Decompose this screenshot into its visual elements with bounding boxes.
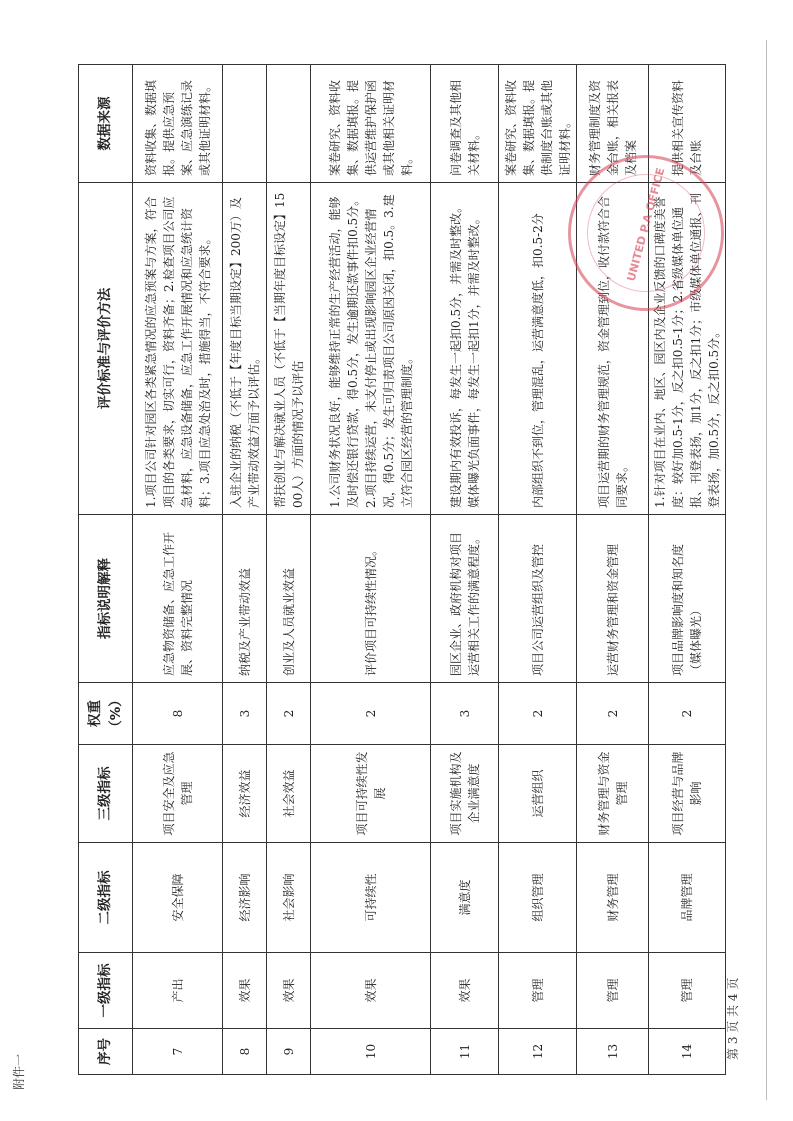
- cell-method: 项目运营期的财务管理规范，资金管理到位，收付款符合合同要求。: [577, 183, 649, 515]
- cell-level1: 管理: [499, 953, 577, 1029]
- cell-seq: 11: [431, 1029, 499, 1075]
- cell-source: 问卷调查及其他相关材料。: [431, 65, 499, 183]
- cell-method: 入驻企业的纳税（不低于【年度目标当期设定】200万）及产业带动效益方面予以评估。: [223, 183, 267, 515]
- cell-source: [267, 65, 311, 183]
- cell-description: 项目公司运营组织及管控: [499, 515, 577, 683]
- cell-level1: 效果: [223, 953, 267, 1029]
- page-number: 第 3 页 共 4 页: [726, 977, 740, 1060]
- stamp-text: UNITED P.A OFFICE: [624, 166, 668, 283]
- cell-level3: 社会效益: [267, 745, 311, 843]
- header-level2: 二级指标: [79, 843, 133, 953]
- cell-description: 运营财务管理和资金管理: [577, 515, 649, 683]
- cell-description: 项目品牌影响度和知名度（媒体曝光）: [649, 515, 726, 683]
- cell-level2: 安全保障: [133, 843, 223, 953]
- cell-level3: 项目实施机构及企业满意度: [431, 745, 499, 843]
- cell-description: 园区企业、政府机构对项目运营相关工作的满意程度。: [431, 515, 499, 683]
- cell-level3: 项目可持续性发展: [311, 745, 431, 843]
- cell-level1: 管理: [649, 953, 726, 1029]
- cell-seq: 14: [649, 1029, 726, 1075]
- cell-source: 财务管理制度及资金台账，相关报表及档案: [577, 65, 649, 183]
- cell-level1: 效果: [431, 953, 499, 1029]
- cell-level3: 经济效益: [223, 745, 267, 843]
- cell-level3: 运营组织: [499, 745, 577, 843]
- cell-source: 提供相关宣传资料及台账: [649, 65, 726, 183]
- header-description: 指标说明解释: [79, 515, 133, 683]
- header-weight: 权重（%）: [79, 683, 133, 745]
- cell-level1: 管理: [577, 953, 649, 1029]
- table-row: [133, 65, 223, 1075]
- cell-level2: 品牌管理: [649, 843, 726, 953]
- cell-description: 评价项目可持续性情况。: [311, 515, 431, 683]
- cell-level3: 项目安全及应急管理: [133, 745, 223, 843]
- cell-seq: 8: [223, 1029, 267, 1075]
- cell-weight: 2: [649, 683, 726, 745]
- cell-method: 1.项目公司针对园区各类紧急情况的应急预案与方案，符合项目的各类要求，切实可行，资料齐备；2.检查项目公司应急材料，应急设备储备，应急工作开展情况和应急统计资料；3.项目应急处治及时，措施得当，不符合要求。: [133, 183, 223, 515]
- header-row: [79, 65, 133, 1075]
- cell-method: 帮扶创业与解决就业人员（不低于【当期年度目标设定】1500人）方面的情况予以评估: [267, 183, 311, 515]
- cell-source: 案卷研究、资料收集、数据填报。提供制度台账或其他证明材料。: [499, 65, 577, 183]
- cell-weight: 3: [223, 683, 267, 745]
- table-row: [649, 65, 726, 1075]
- cell-source: 案卷研究、资料收集、数据填报。提供运营维护保护函或其他相关证明材料。: [311, 65, 431, 183]
- cell-method: 建设期内有效投诉，每发生一起扣0.5分，并需及时整改。媒体曝光负面事件，每发生一起扣1分，并需及时整改。: [431, 183, 499, 515]
- cell-level2: 可持续性: [311, 843, 431, 953]
- cell-level2: 组织管理: [499, 843, 577, 953]
- cell-weight: 2: [311, 683, 431, 745]
- header-source: 数据来源: [79, 65, 133, 183]
- cell-weight: 2: [499, 683, 577, 745]
- table-row: [311, 65, 431, 1075]
- cell-level1: 效果: [267, 953, 311, 1029]
- cell-level1: 效果: [311, 953, 431, 1029]
- cell-description: 纳税及产业带动效益: [223, 515, 267, 683]
- cell-level2: 社会影响: [267, 843, 311, 953]
- cell-seq: 12: [499, 1029, 577, 1075]
- cell-level3: 项目经营与品牌影响: [649, 745, 726, 843]
- cell-method: 1.针对项目在业内、地区、园区内及企业反馈的口碑度美誉度：较好加0.5-1分，反之扣0.5-1分；2.省级媒体单位通报、刊登表扬，加1分，反之扣1分；市级媒体单位通报、刊登表扬，加0.5分，反之扣0.5分。: [649, 183, 726, 515]
- annex-label: 附件一: [12, 1053, 26, 1090]
- table-row: [223, 65, 267, 1075]
- cell-seq: 9: [267, 1029, 311, 1075]
- header-level3: 三级指标: [79, 745, 133, 843]
- header-seq: 序号: [79, 1029, 133, 1075]
- cell-weight: 8: [133, 683, 223, 745]
- cell-weight: 2: [577, 683, 649, 745]
- cell-seq: 13: [577, 1029, 649, 1075]
- cell-description: 应急物资储备、应急工作开展、资料完整情况: [133, 515, 223, 683]
- cell-level2: 财务管理: [577, 843, 649, 953]
- table-row: [499, 65, 577, 1075]
- cell-method: 内部组织不到位，管理混乱，运营满意度低，扣0.5-2分: [499, 183, 577, 515]
- rotated-page: [78, 65, 721, 1075]
- evaluation-table: [78, 64, 726, 1075]
- cell-source: 资料收集、数据填报。提供应急预案、应急演练记录或其他证明材料。: [133, 65, 223, 183]
- table-row: [577, 65, 649, 1075]
- cell-level2: 满意度: [431, 843, 499, 953]
- cell-level2: 经济影响: [223, 843, 267, 953]
- cell-description: 创业及人员就业效益: [267, 515, 311, 683]
- cell-source: [223, 65, 267, 183]
- header-level1: 一级指标: [79, 953, 133, 1029]
- table-row: [267, 65, 311, 1075]
- table-row: [431, 65, 499, 1075]
- cell-level3: 财务管理与资金管理: [577, 745, 649, 843]
- cell-weight: 2: [267, 683, 311, 745]
- cell-seq: 7: [133, 1029, 223, 1075]
- cell-seq: 10: [311, 1029, 431, 1075]
- margin-line: [766, 40, 767, 1100]
- cell-method: 1.公司财务状况良好，能够维持正常的生产经营活动，能够及时偿还银行贷款，得0.5分，发生逾期还款事件扣0.5分。2.项目持续运营，未支付停止或出现影响园区企业经营情况，得0.5分；发生可归责项目公司原因关闭，扣0.5。3.建立符合园区经营的管理制度。: [311, 183, 431, 515]
- cell-level1: 产出: [133, 953, 223, 1029]
- header-method: 评价标准与评价方法: [79, 183, 133, 515]
- cell-weight: 3: [431, 683, 499, 745]
